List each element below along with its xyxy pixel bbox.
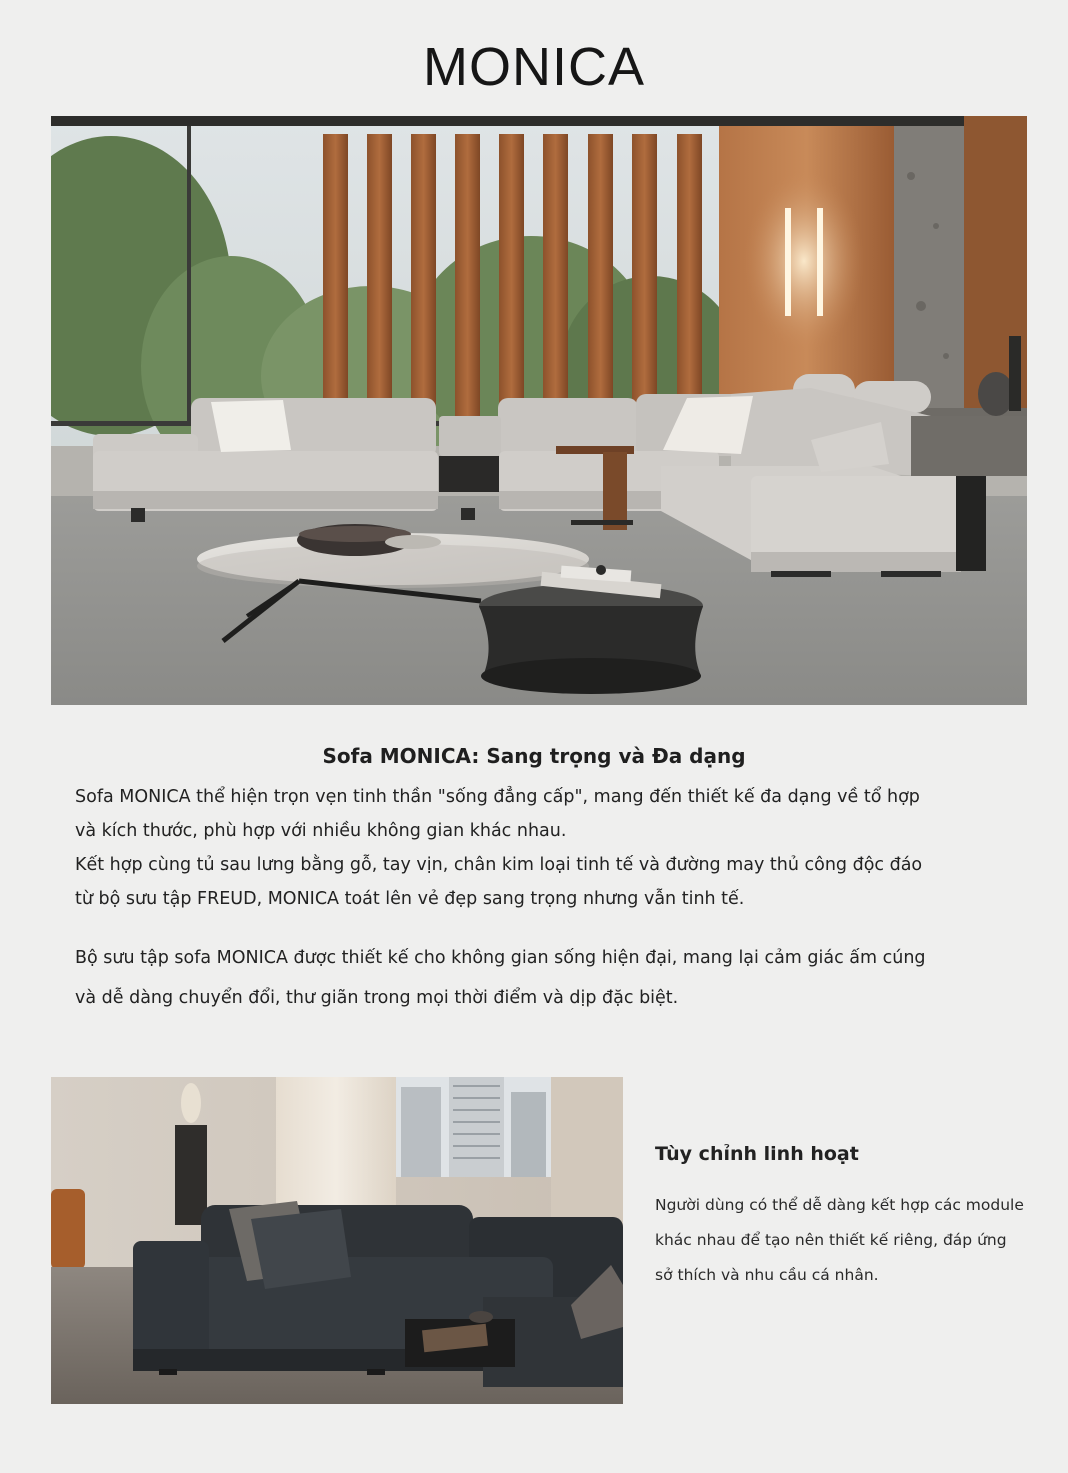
intro-paragraph-2-line-2: và dễ dàng chuyển đổi, thư giãn trong mọi thời điểm và dịp đặc biệt. bbox=[75, 988, 679, 1008]
intro-paragraph-2-line-1: Bộ sưu tập sofa MONICA được thiết kế cho không gian sống hiện đại, mang lại cảm giác ấm cúng bbox=[75, 948, 926, 968]
intro-paragraph-1 bbox=[75, 780, 1005, 916]
intro-paragraph-1-line-2: và kích thước, phù hợp với nhiều không gian khác nhau. bbox=[75, 821, 567, 841]
hero-living-room-illustration bbox=[51, 116, 1027, 705]
feature-description-line-1: Người dùng có thể dễ dàng kết hợp các module bbox=[655, 1196, 1024, 1214]
intro-paragraph-1-line-1: Sofa MONICA thể hiện trọn vẹn tinh thần "sống đẳng cấp", mang đến thiết kế đa dạng về tổ hợp bbox=[75, 787, 920, 807]
intro-heading: Sofa MONICA: Sang trọng và Đa dạng bbox=[322, 744, 746, 768]
feature-image bbox=[51, 1077, 623, 1404]
feature-description bbox=[655, 1188, 1040, 1293]
page-title: MONICA bbox=[423, 37, 645, 97]
intro-paragraph-2 bbox=[75, 938, 1005, 1018]
intro-paragraph-1-line-3: Kết hợp cùng tủ sau lưng bằng gỗ, tay vịn, chân kim loại tinh tế và đường may thủ công độc đáo bbox=[75, 855, 923, 875]
hero-image bbox=[51, 116, 1027, 705]
intro-paragraph-1-line-4: từ bộ sưu tập FREUD, MONICA toát lên vẻ đẹp sang trọng nhưng vẫn tinh tế. bbox=[75, 889, 745, 909]
feature-heading: Tùy chỉnh linh hoạt bbox=[655, 1143, 859, 1165]
dark-sofa-illustration bbox=[51, 1077, 623, 1404]
feature-description-line-2: khác nhau để tạo nên thiết kế riêng, đáp ứng bbox=[655, 1231, 1007, 1249]
feature-description-line-3: sở thích và nhu cầu cá nhân. bbox=[655, 1266, 879, 1284]
